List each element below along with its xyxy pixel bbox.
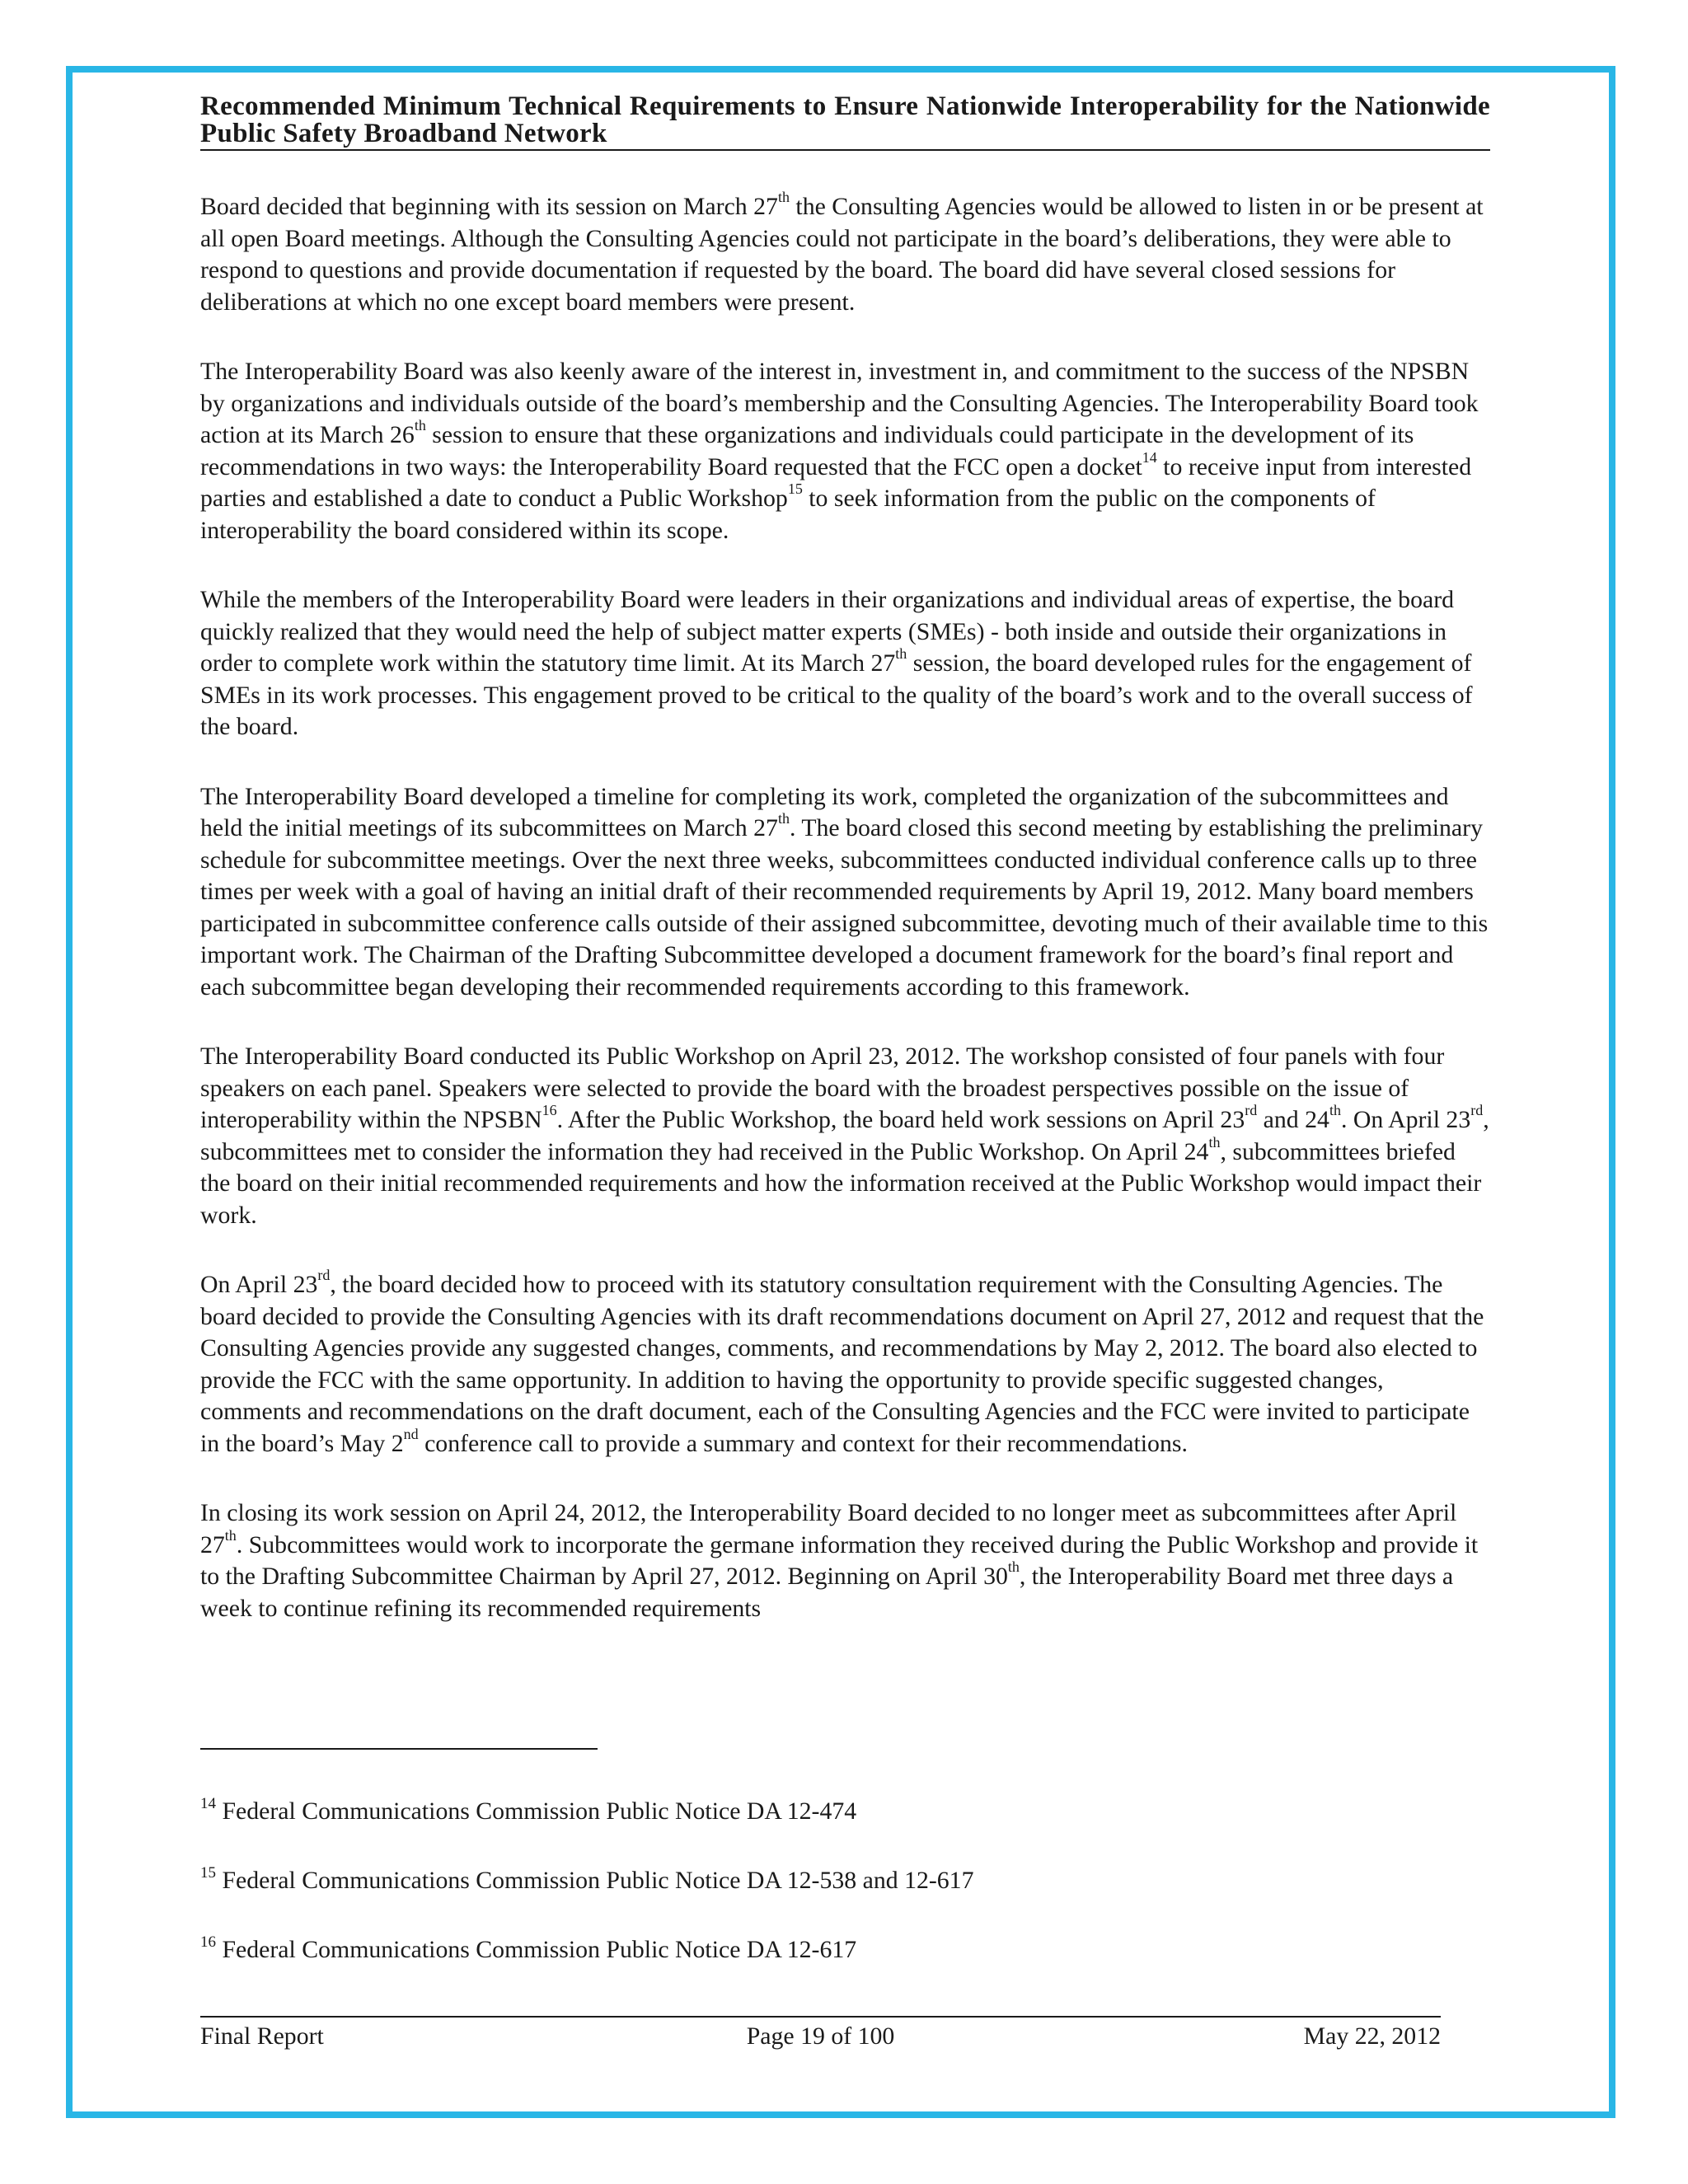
- footnote: [200, 1866, 1490, 1896]
- paragraph: [200, 1041, 1490, 1231]
- footer-page-number: Page 19 of 100: [746, 2022, 895, 2050]
- footer-report-label: Final Report: [200, 2022, 324, 2050]
- text-run: . On April 23: [1340, 1106, 1471, 1133]
- text-run: , the board decided how to proceed with its statutory consultation requirement with the Consulting Agencies. The board decided to provide the Consulting Agencies with its draft recommendations document on April 27, 2012 and request that the Consulting Agencies provide any suggested changes, comments, and recommendations by May 2, 2012. The board also elected to provide the FCC with the same opportunity. In addition to having the opportunity to provide specific suggested changes, comments and recommendations on the draft document, each of the Consulting Agencies and the FCC were invited to participate in the board’s May 2: [200, 1271, 1484, 1457]
- superscript: th: [895, 645, 907, 663]
- footnote: [200, 1797, 1490, 1826]
- text-run: On April 23: [200, 1271, 318, 1298]
- footnote-text: Federal Communications Commission Public Notice DA 12-538 and 12-617: [216, 1867, 974, 1894]
- footer-date: May 22, 2012: [1303, 2022, 1441, 2050]
- text-run: Board decided that beginning with its session on March 27: [200, 193, 778, 220]
- superscript: 14: [1142, 448, 1157, 466]
- paragraph: [200, 1497, 1490, 1624]
- text-run: . Subcommittees would work to incorporate the germane information they received during the Public Workshop and provide it to the Drafting Subcommittee Chairman by April 27, 2012. Beginning on April 30: [200, 1530, 1479, 1590]
- text-run: conference call to provide a summary and context for their recommendations.: [418, 1429, 1188, 1457]
- text-run: , subcommittees briefed the board on their initial recommended requirements and how the information received at the Public Workshop would impact their work.: [200, 1137, 1482, 1229]
- text-run: and 24: [1257, 1106, 1329, 1133]
- paragraph: [200, 191, 1490, 318]
- superscript: rd: [317, 1267, 331, 1284]
- text-run: , subcommittees met to consider the information they had received in the Public Workshop. On April 24: [200, 1106, 1489, 1165]
- paragraph: [200, 584, 1490, 743]
- footnote-separator: [200, 1748, 598, 1750]
- footnotes: [200, 1797, 1490, 2004]
- footnote-number: 16: [200, 1933, 216, 1952]
- text-run: The Interoperability Board developed a timeline for completing its work, completed the organization of the subcommittees and held the initial meetings of its subcommittees on March 27: [200, 782, 1449, 841]
- running-header: [200, 93, 1490, 151]
- text-run: the Consulting Agencies would be allowed to listen in or be present at all open Board meetings. Although the Consulting Agencies could not participate in the board’s deliberations, they were able to respond to questions and provide documentation if requested by the board. The board did have several closed sessions for deliberations at which no one except board members were present.: [200, 193, 1484, 316]
- text-run: session to ensure that these organizations and individuals could participate in the development of its recommendations in two ways: the Interoperability Board requested that the FCC open a docket: [200, 421, 1414, 480]
- paragraph: [200, 1269, 1490, 1460]
- superscript: nd: [403, 1425, 419, 1442]
- superscript: th: [414, 417, 426, 434]
- superscript: th: [1007, 1558, 1020, 1576]
- footnote: [200, 1935, 1490, 1965]
- text-run: The Interoperability Board conducted its Public Workshop on April 23, 2012. The workshop consisted of four panels with four speakers on each panel. Speakers were selected to provide the board with the broadest perspectives possible on the issue of interoperability within the NPSBN: [200, 1043, 1445, 1133]
- text-run: . After the Public Workshop, the board held work sessions on April 23: [556, 1106, 1245, 1133]
- superscript: rd: [1245, 1102, 1258, 1119]
- footnote-text: Federal Communications Commission Public Notice DA 12-474: [216, 1797, 857, 1825]
- text-run: to receive input from interested parties and established a date to conduct a Public Workshop: [200, 452, 1472, 512]
- body-text: [200, 191, 1490, 1624]
- text-run: session, the board developed rules for the engagement of SMEs in its work processes. This engagement proved to be critical to the quality of the board’s work and to the overall success of the board.: [200, 649, 1473, 740]
- superscript: 15: [787, 480, 803, 498]
- document-title: Recommended Minimum Technical Requirements to Ensure Nationwide Interoperability for the Nationwide Public Safety Broadband Network: [200, 91, 1490, 148]
- text-run: , the Interoperability Board met three days a week to continue refining its recommended requirements: [200, 1563, 1454, 1622]
- text-run: . The board closed this second meeting by establishing the preliminary schedule for subcommittee meetings. Over the next three weeks, subcommittees conducted individual conference calls up to three times per week with a goal of having an initial draft of their recommended requirements by April 19, 2012. Many board members participated in subcommittee conference calls outside of their assigned subcommittee, devoting much of their available time to this important work. The Chairman of the Drafting Subcommittee developed a document framework for the board’s final report and each subcommittee began developing their recommended requirements according to this framework.: [200, 814, 1489, 1001]
- superscript: th: [777, 189, 790, 206]
- text-run: The Interoperability Board was also keenly aware of the interest in, investment in, and commitment to the success of the NPSBN by organizations and individuals outside of the board’s membership and the Consulting Agencies. The Interoperability Board took action at its March 26: [200, 358, 1479, 448]
- footer-rule: [200, 2016, 1441, 2018]
- paragraph: [200, 781, 1490, 1004]
- superscript: th: [224, 1526, 237, 1544]
- footnote-number: 15: [200, 1864, 216, 1882]
- superscript: th: [777, 810, 790, 827]
- text-run: to seek information from the public on the components of interoperability the board considered within its scope.: [200, 485, 1376, 544]
- page-footer: [200, 2021, 1441, 2054]
- text-run: While the members of the Interoperability Board were leaders in their organizations and individual areas of expertise, the board quickly realized that they would need the help of subject matter experts (SMEs) - both inside and outside their organizations in order to complete work within the statutory time limit. At its March 27: [200, 586, 1455, 677]
- text-run: In closing its work session on April 24, 2012, the Interoperability Board decided to no longer meet as subcommittees after April 27: [200, 1499, 1457, 1558]
- superscript: rd: [1470, 1102, 1484, 1119]
- footnote-text: Federal Communications Commission Public Notice DA 12-617: [216, 1936, 857, 1963]
- footnote-number: 14: [200, 1795, 216, 1813]
- superscript: th: [1329, 1102, 1341, 1119]
- superscript: th: [1208, 1133, 1221, 1151]
- paragraph: [200, 356, 1490, 546]
- superscript: 16: [542, 1102, 557, 1119]
